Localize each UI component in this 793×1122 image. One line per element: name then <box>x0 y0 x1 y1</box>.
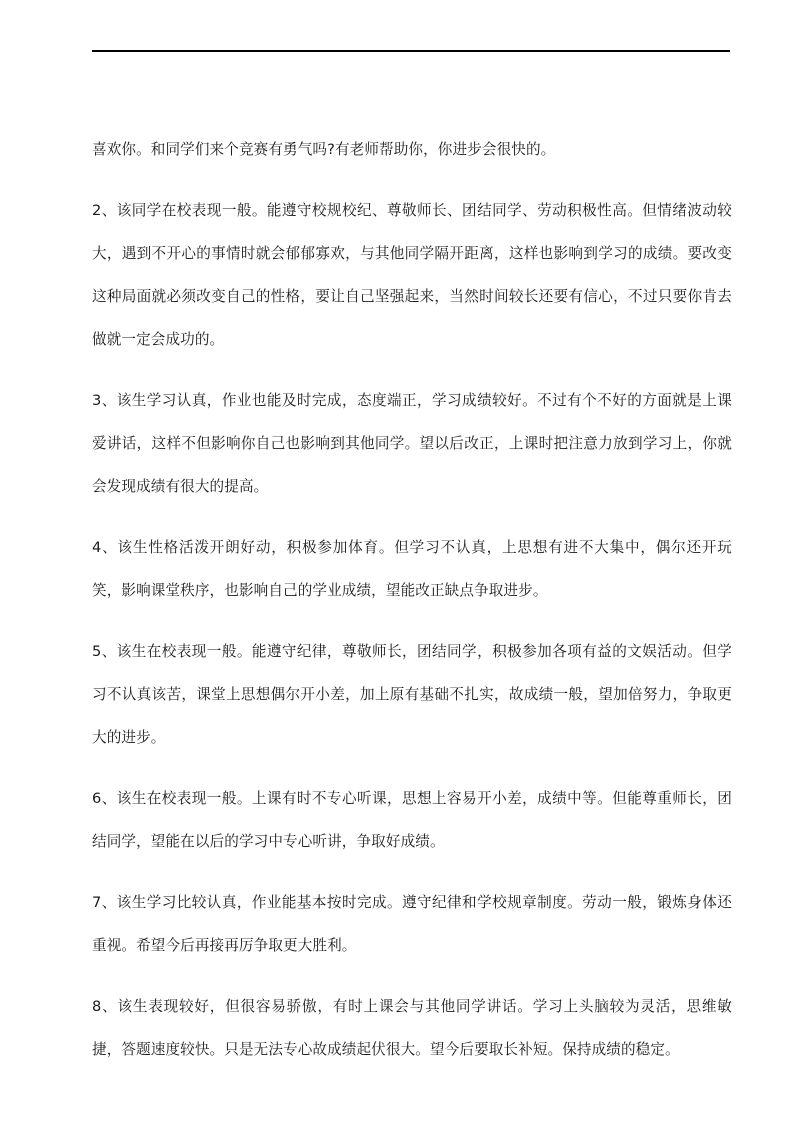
paragraph-intro: 喜欢你。和同学们来个竞赛有勇气吗?有老师帮助你，你进步会很快的。 <box>92 141 556 158</box>
paragraph-item-6: 6、该生在校表现一般。上课有时不专心听课，思想上容易开小差，成绩中等。但能尊重师长，团结同学，望能在以后的学习中专心听讲，争取好成绩。 <box>92 790 732 850</box>
paragraph-item-3: 3、该生学习认真，作业也能及时完成，态度端正，学习成绩较好。不过有个不好的方面就是上课爱讲话，这样不但影响你自己也影响到其他同学。望以后改正，上课时把注意力放到学习上，你就会发现成绩有很大的提高。 <box>92 392 732 495</box>
paragraph-item-7: 7、该生学习比较认真，作业能基本按时完成。遵守纪律和学校规章制度。劳动一般，锻炼身体还重视。希望今后再接再厉争取更大胜利。 <box>92 894 732 954</box>
document-body <box>92 128 732 1071</box>
paragraph-item-4: 4、该生性格活泼开朗好动，积极参加体育。但学习不认真，上思想有进不大集中，偶尔还开玩笑，影响课堂秩序，也影响自己的学业成绩，望能改正缺点争取进步。 <box>92 539 732 599</box>
paragraph-item-5: 5、该生在校表现一般。能遵守纪律，尊敬师长，团结同学，积极参加各项有益的文娱活动。但学习不认真该苦，课堂上思想偶尔开小差，加上原有基础不扎实，故成绩一般，望加倍努力，争取更大的进步。 <box>92 643 732 746</box>
header-horizontal-rule <box>92 50 730 52</box>
paragraph-item-8: 8、该生表现较好，但很容易骄傲，有时上课会与其他同学讲话。学习上头脑较为灵活，思维敏捷，答题速度较快。只是无法专心故成绩起伏很大。望今后要取长补短。保持成绩的稳定。 <box>92 998 732 1058</box>
paragraph-item-2: 2、该同学在校表现一般。能遵守校规校纪、尊敬师长、团结同学、劳动积极性高。但情绪波动较大，遇到不开心的事情时就会郁郁寡欢，与其他同学隔开距离，这样也影响到学习的成绩。要改变这种局面就必须改变自己的性格，要让自己坚强起来，当然时间较长还要有信心，不过只要你肯去做就一定会成功的。 <box>92 202 732 348</box>
page-header <box>0 0 793 95</box>
